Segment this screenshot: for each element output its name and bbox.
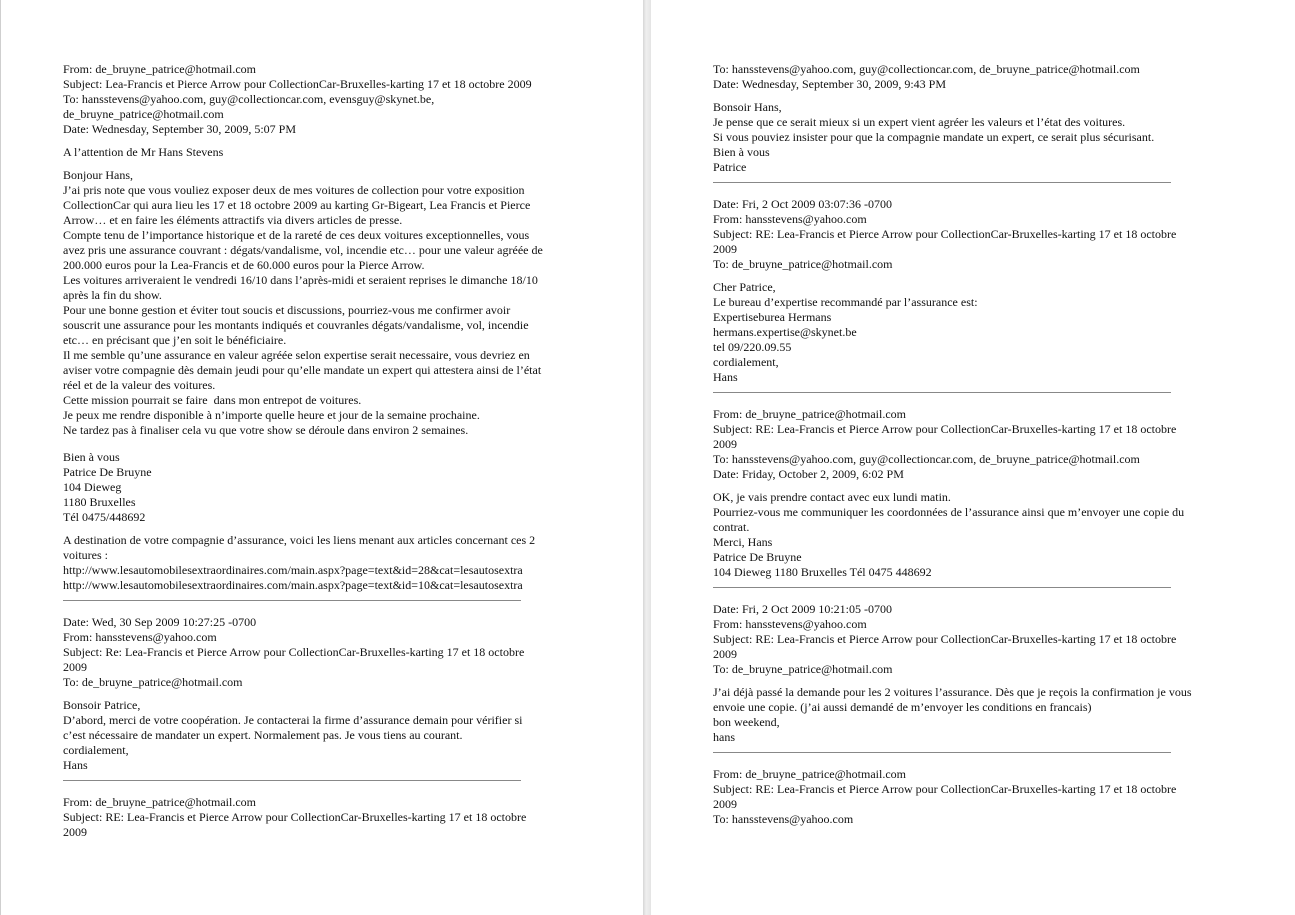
- body-line: aviser votre compagnie dès demain jeudi pour qu’elle mandate un expert qui attestera ainsi de l’état: [63, 363, 542, 377]
- message-divider: [63, 780, 521, 781]
- email-body: [713, 685, 1253, 745]
- attention-line: A l’attention de Mr Hans Stevens: [63, 145, 224, 159]
- body-line: Patrice De Bruyne: [713, 550, 802, 564]
- body-line: Pourriez-vous me communiquer les coordonnées de l’assurance ainsi que m’envoyer une copie du: [713, 505, 1185, 519]
- email-thread-left: [63, 62, 603, 840]
- header-from: From: hansstevens@yahoo.com: [713, 617, 867, 631]
- email-headers: [713, 407, 1253, 482]
- header-date: Date: Friday, October 2, 2009, 6:02 PM: [713, 467, 904, 481]
- body-line: Si vous pouviez insister pour que la compagnie mandate un expert, ce serait plus sécurisant.: [713, 130, 1155, 144]
- email-message: [713, 62, 1253, 175]
- body-line: 200.000 euros pour la Lea-Francis et de 60.000 euros pour la Pierce Arrow.: [63, 258, 425, 272]
- email-message: [63, 62, 603, 593]
- email-headers: [713, 197, 1253, 272]
- body-line: Je pense que ce serait mieux si un expert vient agréer les valeurs et l’état des voitures.: [713, 115, 1126, 129]
- body-line: CollectionCar qui aura lieu les 17 et 18 octobre 2009 au karting Gr-Bigeart, Lea Francis et Pierce: [63, 198, 531, 212]
- body-line: tel 09/220.09.55: [713, 340, 792, 354]
- body-line: Je peux me rendre disponible à n’importe quelle heure et jour de la semaine prochaine.: [63, 408, 480, 422]
- email-body: [63, 168, 603, 438]
- message-divider: [713, 752, 1171, 753]
- email-body: [713, 490, 1253, 580]
- header-to: To: de_bruyne_patrice@hotmail.com: [63, 675, 243, 689]
- email-message: [713, 407, 1253, 580]
- header-date: Date: Wednesday, September 30, 2009, 9:43 PM: [713, 77, 946, 91]
- header-date: Date: Fri, 2 Oct 2009 03:07:36 -0700: [713, 197, 892, 211]
- header-to: To: hansstevens@yahoo.com: [713, 812, 854, 826]
- body-line: Arrow… et en faire les éléments attractifs via divers articles de presse.: [63, 213, 403, 227]
- header-subject-cont: 2009: [63, 825, 87, 839]
- body-line: Le bureau d’expertise recommandé par l’assurance est:: [713, 295, 978, 309]
- header-subject: Subject: Lea-Francis et Pierce Arrow pour CollectionCar-Bruxelles-karting 17 et 18 octobre 2009: [63, 77, 532, 91]
- header-subject-cont: 2009: [713, 647, 737, 661]
- email-message: [63, 615, 603, 773]
- message-divider: [713, 182, 1171, 183]
- body-line: Pour une bonne gestion et éviter tout soucis et discussions, pourriez-vous me confirmer avoir: [63, 303, 511, 317]
- header-subject: Subject: RE: Lea-Francis et Pierce Arrow pour CollectionCar-Bruxelles-karting 17 et 18 octobre: [713, 782, 1177, 796]
- header-subject-cont: 2009: [63, 660, 87, 674]
- header-date: Date: Fri, 2 Oct 2009 10:21:05 -0700: [713, 602, 892, 616]
- body-line: Patrice: [713, 160, 747, 174]
- email-headers: [63, 795, 603, 840]
- header-subject: Subject: Re: Lea-Francis et Pierce Arrow pour CollectionCar-Bruxelles-karting 17 et 18 octobre: [63, 645, 525, 659]
- email-headers: [713, 767, 1253, 827]
- body-line: Les voitures arriveraient le vendredi 16/10 dans l’après-midi et seraient reprises le dimanche 18/10: [63, 273, 538, 287]
- header-from: From: hansstevens@yahoo.com: [713, 212, 867, 226]
- body-line: Cher Patrice,: [713, 280, 776, 294]
- body-line: etc… en précisant que j’en soit le bénéficiaire.: [63, 333, 287, 347]
- body-line: J’ai déjà passé la demande pour les 2 voitures l’assurance. Dès que je reçois la confirmation je vous: [713, 685, 1192, 699]
- header-subject: Subject: RE: Lea-Francis et Pierce Arrow pour CollectionCar-Bruxelles-karting 17 et 18 octobre: [713, 227, 1177, 241]
- links-intro: voitures :: [63, 548, 108, 562]
- header-from: From: de_bruyne_patrice@hotmail.com: [713, 407, 907, 421]
- body-line: cordialement,: [713, 355, 779, 369]
- body-line: contrat.: [713, 520, 750, 534]
- header-subject: Subject: RE: Lea-Francis et Pierce Arrow pour CollectionCar-Bruxelles-karting 17 et 18 octobre: [713, 632, 1177, 646]
- header-subject-cont: 2009: [713, 437, 737, 451]
- email-signature: [63, 450, 603, 525]
- body-line: 104 Dieweg 1180 Bruxelles Tél 0475 448692: [713, 565, 932, 579]
- document-page-right: [651, 0, 1295, 915]
- email-thread-right: [713, 62, 1253, 827]
- header-to-cont: de_bruyne_patrice@hotmail.com: [63, 107, 224, 121]
- email-headers: [713, 62, 1253, 92]
- body-line: bon weekend,: [713, 715, 780, 729]
- email-body: [63, 698, 603, 773]
- header-from: From: de_bruyne_patrice@hotmail.com: [63, 62, 257, 76]
- header-to: To: hansstevens@yahoo.com, guy@collectioncar.com, de_bruyne_patrice@hotmail.com: [713, 62, 1140, 76]
- body-line: Il me semble qu’une assurance en valeur agréée selon expertise serait necessaire, vous devriez en: [63, 348, 530, 362]
- body-line: réel et de la valeur des voitures.: [63, 378, 216, 392]
- body-line: D’abord, merci de votre coopération. Je contacterai la firme d’assurance demain pour vérifier si: [63, 713, 523, 727]
- message-divider: [713, 587, 1171, 588]
- body-line: c’est nécessaire de mandater un expert. Normalement pas. Je vous tiens au courant.: [63, 728, 463, 742]
- document-page-left: [0, 0, 644, 915]
- body-line: Hans: [63, 758, 88, 772]
- signature-line: Patrice De Bruyne: [63, 465, 152, 479]
- signature-line: Tél 0475/448692: [63, 510, 146, 524]
- body-line: hans: [713, 730, 735, 744]
- header-date: Date: Wed, 30 Sep 2009 10:27:25 -0700: [63, 615, 257, 629]
- body-line: cordialement,: [63, 743, 129, 757]
- body-line: Expertiseburea Hermans: [713, 310, 832, 324]
- article-link[interactable]: http://www.lesautomobilesextraordinaires.com/main.aspx?page=text&id=28&cat=lesautosextra: [63, 563, 523, 577]
- body-line: Merci, Hans: [713, 535, 773, 549]
- body-line: Bonsoir Patrice,: [63, 698, 141, 712]
- header-subject-cont: 2009: [713, 242, 737, 256]
- body-line: Bonsoir Hans,: [713, 100, 782, 114]
- body-line: OK, je vais prendre contact avec eux lundi matin.: [713, 490, 951, 504]
- email-headers: [713, 602, 1253, 677]
- body-line: souscrit une assurance pour les montants indiqués et couvranles dégats/vandalisme, vol, incendie: [63, 318, 529, 332]
- header-from: From: de_bruyne_patrice@hotmail.com: [713, 767, 907, 781]
- body-line: J’ai pris note que vous vouliez exposer deux de mes voitures de collection pour votre exposition: [63, 183, 525, 197]
- signature-line: 1180 Bruxelles: [63, 495, 136, 509]
- body-line: après la fin du show.: [63, 288, 162, 302]
- body-line: avez pris une assurance couvrant : dégats/vandalisme, vol, incendie etc… pour une valeur agréée de: [63, 243, 543, 257]
- signature-line: Bien à vous: [63, 450, 120, 464]
- message-divider: [713, 392, 1171, 393]
- header-from: From: hansstevens@yahoo.com: [63, 630, 217, 644]
- email-body: [713, 280, 1253, 385]
- body-line: Bien à vous: [713, 145, 770, 159]
- header-subject: Subject: RE: Lea-Francis et Pierce Arrow pour CollectionCar-Bruxelles-karting 17 et 18 octobre: [63, 810, 527, 824]
- email-body: [713, 100, 1253, 175]
- message-divider: [63, 600, 521, 601]
- email-headers: [63, 62, 603, 137]
- body-line: Hans: [713, 370, 738, 384]
- email-message: [713, 767, 1253, 827]
- header-subject: Subject: RE: Lea-Francis et Pierce Arrow pour CollectionCar-Bruxelles-karting 17 et 18 octobre: [713, 422, 1177, 436]
- body-line: envoie une copie. (j’ai aussi demandé de m’envoyer les conditions en francais): [713, 700, 1092, 714]
- article-link[interactable]: http://www.lesautomobilesextraordinaires.com/main.aspx?page=text&id=10&cat=lesautosextra: [63, 578, 523, 592]
- email-message: [713, 602, 1253, 745]
- signature-line: 104 Dieweg: [63, 480, 122, 494]
- header-to: To: hansstevens@yahoo.com, guy@collectioncar.com, evensguy@skynet.be,: [63, 92, 435, 106]
- header-from: From: de_bruyne_patrice@hotmail.com: [63, 795, 257, 809]
- email-message: [63, 795, 603, 840]
- header-subject-cont: 2009: [713, 797, 737, 811]
- header-to: To: de_bruyne_patrice@hotmail.com: [713, 662, 893, 676]
- email-headers: [63, 615, 603, 690]
- page-gutter: [643, 0, 651, 915]
- header-to: To: hansstevens@yahoo.com, guy@collectioncar.com, de_bruyne_patrice@hotmail.com: [713, 452, 1140, 466]
- body-line: Ne tardez pas à finaliser cela vu que votre show se déroule dans environ 2 semaines.: [63, 423, 469, 437]
- email-address[interactable]: hermans.expertise@skynet.be: [713, 325, 857, 339]
- email-message: [713, 197, 1253, 385]
- header-to: To: de_bruyne_patrice@hotmail.com: [713, 257, 893, 271]
- body-line: Bonjour Hans,: [63, 168, 133, 182]
- header-date: Date: Wednesday, September 30, 2009, 5:07 PM: [63, 122, 296, 136]
- body-line: Cette mission pourrait se faire dans mon entrepot de voitures.: [63, 393, 362, 407]
- body-line: Compte tenu de l’importance historique et de la rareté de ces deux voitures exceptionnelles, vous: [63, 228, 530, 242]
- links-intro: A destination de votre compagnie d’assurance, voici les liens menant aux articles concernant ces 2: [63, 533, 536, 547]
